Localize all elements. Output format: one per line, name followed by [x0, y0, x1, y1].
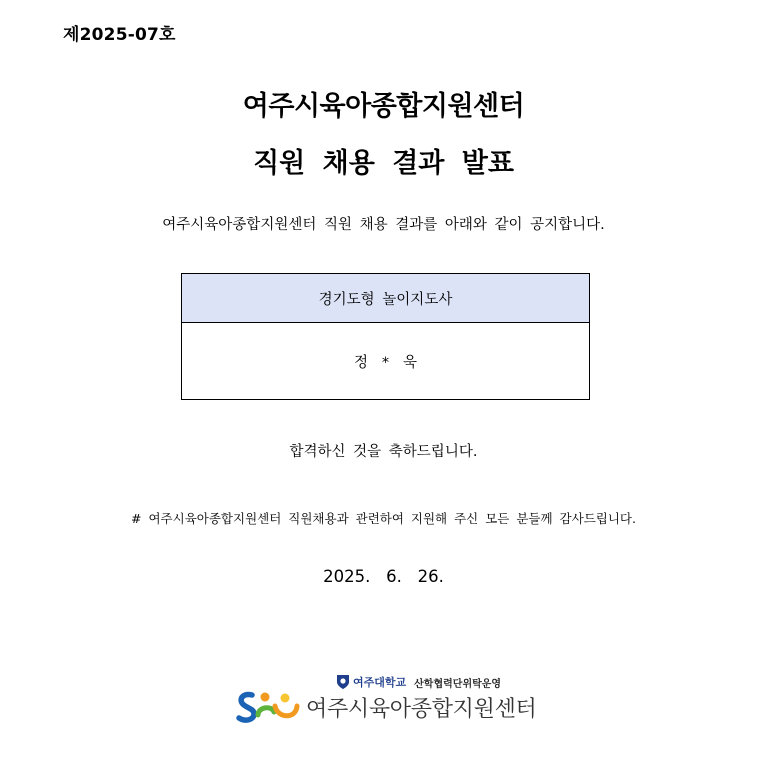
thanks-note: # 여주시육아종합지원센터 직원채용과 관련하여 지원해 주신 모든 분들께 감사드립니다.	[131, 511, 636, 526]
document-number: 제2025-07호	[63, 25, 176, 45]
result-table	[181, 273, 590, 400]
center-name: 여주시육아종합지원센터	[306, 696, 537, 722]
organization-title: 여주시육아종합지원센터	[242, 91, 525, 122]
result-table-header: 경기도형 놀이지도사	[182, 274, 589, 323]
intro-text: 여주시육아종합지원센터 직원 채용 결과를 아래와 같이 공지합니다.	[162, 217, 605, 233]
center-logo-icon	[236, 688, 300, 726]
document-date: 2025. 6. 26.	[323, 567, 444, 586]
operation-label: 산학협력단위탁운영	[414, 678, 502, 690]
congratulations-text: 합격하신 것을 축하드립니다.	[289, 444, 478, 460]
center-logo	[236, 688, 536, 726]
result-table-candidate: 정 * 욱	[354, 355, 417, 371]
university-name: 여주대학교	[353, 676, 407, 689]
document-title: 직원 채용 결과 발표	[253, 148, 514, 179]
